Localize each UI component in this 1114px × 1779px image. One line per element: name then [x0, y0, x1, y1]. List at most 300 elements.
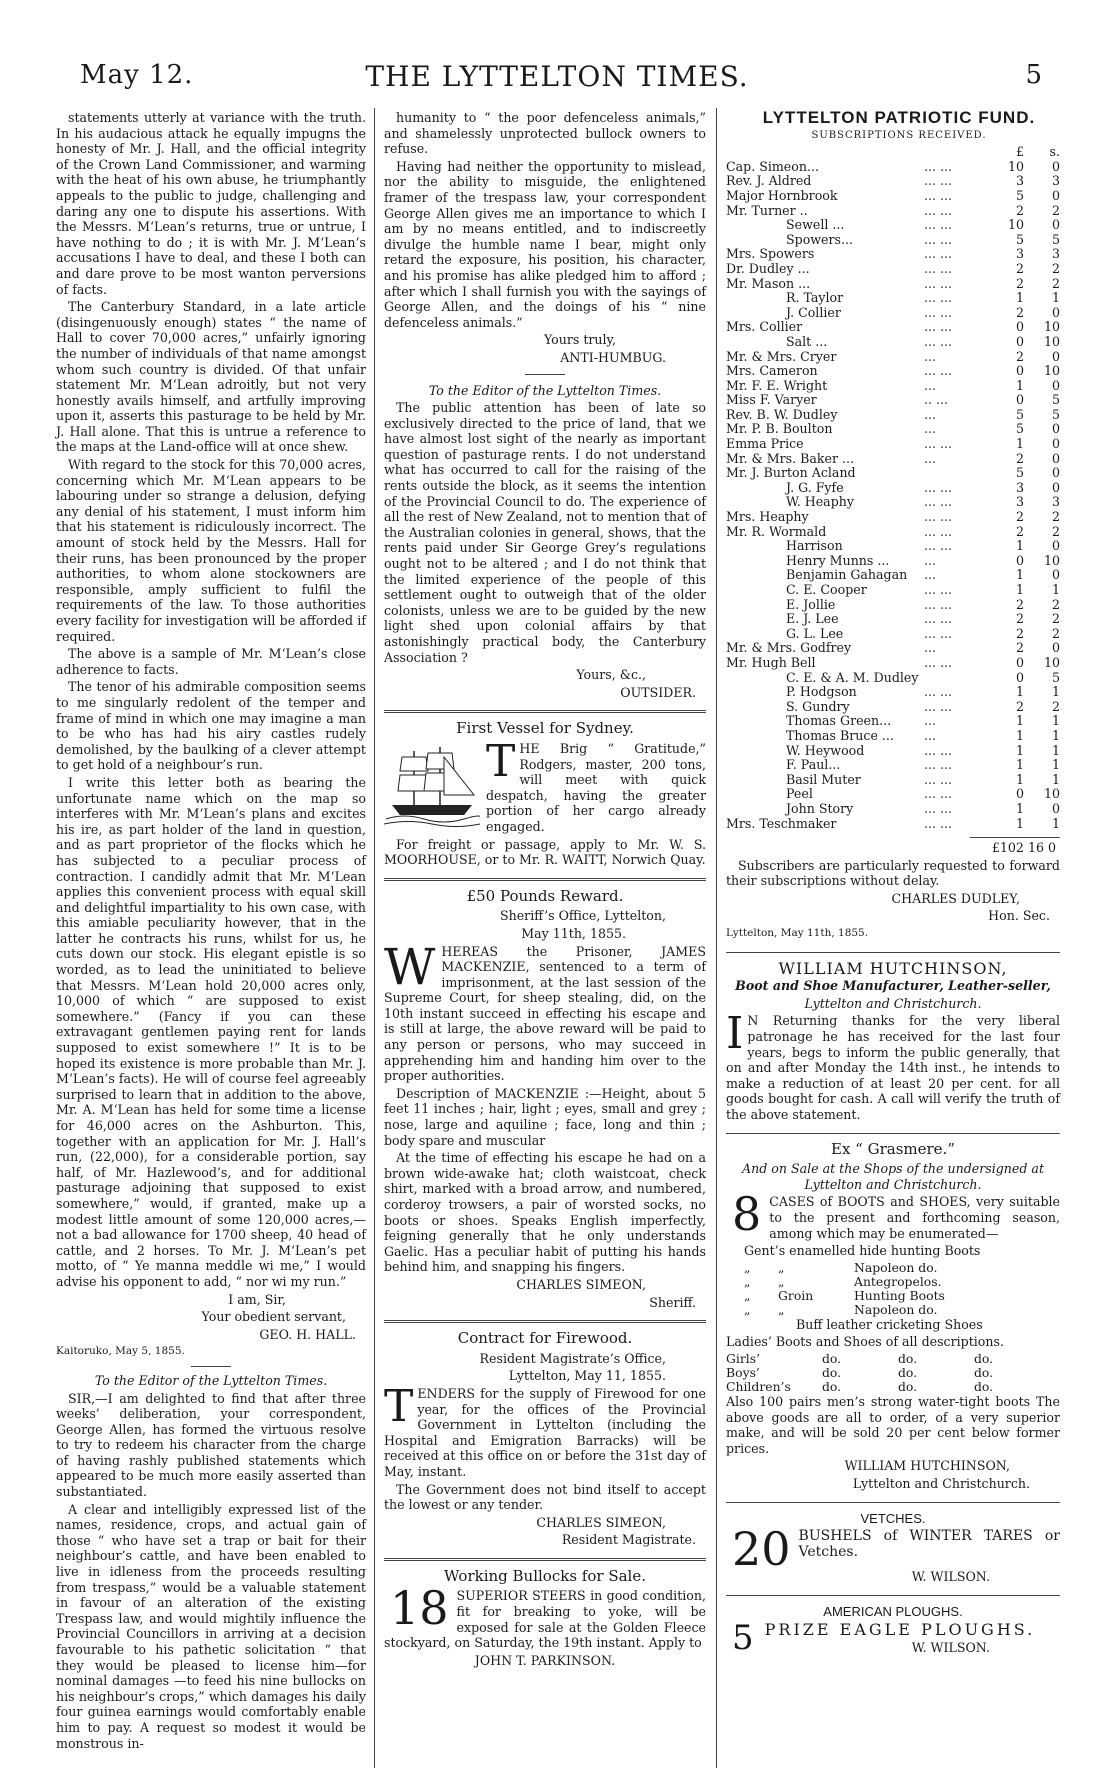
- amount-shillings: 10: [1043, 786, 1060, 802]
- leader-dots: ... ...: [924, 596, 953, 612]
- subscriber-name: J. G. Fyfe: [786, 479, 844, 495]
- table-row: [726, 612, 1060, 627]
- amount-shillings: 0: [1051, 377, 1060, 393]
- leader-dots: ... ...: [924, 479, 953, 495]
- subscriber-name: C. E. Cooper: [786, 582, 867, 597]
- amount-pounds: 1: [1015, 815, 1024, 831]
- letter-heading: To the Editor of the Lyttelton Times.: [428, 382, 662, 398]
- amount-shillings: 10: [1043, 333, 1060, 349]
- ad-heading: Ex “ Grasmere.”: [831, 1139, 955, 1158]
- amount-shillings: 3: [1051, 173, 1060, 189]
- ad-heading: VETCHES.: [860, 1510, 926, 1526]
- leader-dots: [924, 671, 994, 686]
- amount-pounds: 1: [1015, 742, 1024, 758]
- ad-signature: JOHN T. PARKINSON.: [474, 1652, 616, 1668]
- leader-dots: ...: [924, 421, 937, 437]
- leader-dots: ...: [924, 727, 937, 743]
- amount-shillings: 10: [1043, 552, 1060, 568]
- goods-cell: „: [744, 1301, 751, 1317]
- sailing-ship-icon: [384, 743, 480, 827]
- amount-shillings: 0: [1051, 479, 1060, 495]
- goods-row: [744, 1289, 951, 1303]
- subscriber-name: Emma Price: [726, 436, 804, 452]
- amount-pounds: 2: [1015, 640, 1024, 656]
- leader-dots: ... ...: [924, 654, 953, 670]
- ad-body: Also 100 pairs men’s strong water-tight boots The above goods are all to order, of a very superior make, and will be sold 20 per cent below former prices.: [726, 1393, 1060, 1456]
- goods-cell: do.: [898, 1378, 918, 1394]
- subscriber-name: Benjamin Gahagan: [786, 567, 908, 583]
- amount-shillings: 0: [1051, 450, 1060, 466]
- amount-pounds: 1: [1015, 436, 1024, 452]
- goods-cell: do.: [822, 1378, 842, 1394]
- subscriber-name: Major Hornbrook: [726, 187, 838, 203]
- leader-dots: ... ...: [924, 509, 953, 525]
- column-rule: [716, 108, 717, 1768]
- subscriber-name: R. Taylor: [786, 290, 844, 306]
- ad-heading: WILLIAM HUTCHINSON,: [778, 958, 1008, 978]
- table-row: [726, 554, 1060, 569]
- issue-date: May 12.: [80, 60, 194, 90]
- goods-cell: Boys’: [726, 1364, 760, 1380]
- amount-shillings: 2: [1051, 698, 1060, 714]
- goods-cell: do.: [974, 1378, 994, 1394]
- subscriber-name: Spowers...: [786, 231, 853, 247]
- amount-pounds: 1: [1015, 567, 1024, 583]
- fund-signature-title: Hon. Sec.: [988, 908, 1050, 924]
- goods-table: [744, 1261, 951, 1317]
- subscriber-name: Mr. R. Wormald: [726, 523, 827, 539]
- ad-signature-title: Resident Magistrate.: [561, 1532, 696, 1548]
- ad-signature: W. WILSON.: [911, 1639, 990, 1655]
- separator: [384, 1558, 706, 1561]
- table-row: [726, 568, 1060, 583]
- leader-dots: ... ...: [924, 611, 953, 627]
- table-row: [726, 452, 1060, 467]
- subscriber-name: E. J. Lee: [786, 611, 839, 627]
- drop-cap: I: [726, 1008, 744, 1060]
- subscriber-name: Mr. J. Burton Acland: [726, 465, 856, 481]
- ad-body: Description of MACKENZIE :—Height, about 5 feet 11 inches ; hair, light ; eyes, small and grey ; nose, large and aquiline ; face, long and thin ; body spare and muscular: [384, 1085, 706, 1148]
- column-2: [384, 110, 706, 1670]
- table-row: [726, 525, 1060, 540]
- table-row: [726, 291, 1060, 306]
- goods-table: [726, 1352, 999, 1394]
- separator: [726, 1133, 1060, 1134]
- table-row: [726, 174, 1060, 189]
- letter-paragraph: The above is a sample of Mr. M‘Lean’s close adherence to facts.: [56, 646, 366, 677]
- leader-dots: ... ...: [924, 319, 953, 335]
- amount-shillings: 10: [1043, 363, 1060, 379]
- leader-dots: ...: [924, 567, 937, 583]
- subscriber-name: F. Paul...: [786, 757, 841, 773]
- amount-pounds: 2: [1015, 625, 1024, 641]
- amount-pounds: 2: [1015, 348, 1024, 364]
- letter-paragraph: SIR,—I am delighted to find that after three weeks’ deliberation, your correspondent, George Allen, has formed the virtuous resolve to try to redeem his character from the charge of having rashly published statements which appeared to be much more easily asserted than substantiated.: [56, 1390, 366, 1500]
- subscriber-name: Mr. Hugh Bell: [726, 654, 816, 670]
- goods-cell: Girls’: [726, 1350, 761, 1366]
- leader-dots: ... ...: [924, 231, 953, 247]
- ad-number: 18: [390, 1581, 449, 1636]
- leader-dots: ... ...: [924, 625, 953, 641]
- ad-heading: £50 Pounds Reward.: [466, 886, 624, 905]
- amount-pounds: 1: [1015, 538, 1024, 554]
- ad-signature: WILLIAM HUTCHINSON,: [844, 1458, 1010, 1474]
- table-row: [726, 802, 1060, 817]
- table-row: [726, 598, 1060, 613]
- letter-paragraph: The tenor of his admirable composition seems to me singularly redolent of the temper and frame of mind in which one may imagine a man to be who has had his airy castles rudely demolished, by the baulking of a clever attempt to get hold of a neighbour’s run.: [56, 679, 366, 773]
- table-row: [726, 277, 1060, 292]
- goods-cell: do.: [974, 1364, 994, 1380]
- amount-pounds: 1: [1015, 684, 1024, 700]
- allen-reply-continued: [384, 110, 706, 330]
- amount-shillings: 1: [1051, 815, 1060, 831]
- leader-dots: ... ...: [924, 742, 953, 758]
- amount-pounds: 10: [1007, 217, 1024, 233]
- ad-body: HE Brig “ Gratitude,” Rodgers, master, 200 tons, will meet with quick despatch, having the greater portion of her cargo already engaged.: [486, 740, 706, 834]
- amount-pounds: 5: [1015, 187, 1024, 203]
- subscriber-name: Mrs. Collier: [726, 319, 803, 335]
- amount-shillings: 1: [1051, 727, 1060, 743]
- leader-dots: ...: [924, 450, 937, 466]
- amount-pounds: 0: [1015, 392, 1024, 408]
- goods-cell: „: [744, 1259, 751, 1275]
- goods-row: [744, 1303, 951, 1317]
- amount-shillings: 1: [1051, 742, 1060, 758]
- table-row: [726, 481, 1060, 496]
- fund-total: £102 16 0: [991, 840, 1056, 856]
- separator: [726, 1595, 1060, 1596]
- subscription-table: [726, 145, 1060, 831]
- amount-shillings: 2: [1051, 275, 1060, 291]
- amount-shillings: 0: [1051, 800, 1060, 816]
- amount-pounds: 0: [1015, 654, 1024, 670]
- table-row: [726, 422, 1060, 437]
- amount-shillings: 0: [1051, 304, 1060, 320]
- leader-dots: ... ...: [924, 246, 953, 262]
- goods-row: [726, 1366, 999, 1380]
- amount-shillings: 1: [1051, 684, 1060, 700]
- leader-dots: ... ...: [924, 494, 953, 510]
- fund-title: LYTTELTON PATRIOTIC FUND.: [762, 108, 1036, 127]
- drop-cap: W: [384, 937, 436, 996]
- ad-number: 5: [732, 1618, 757, 1659]
- column-header-shillings: s.: [1049, 144, 1060, 160]
- amount-pounds: 5: [1015, 421, 1024, 437]
- table-row: [726, 656, 1060, 671]
- ad-place: Lyttelton and Christchurch.: [804, 995, 982, 1011]
- goods-row: [744, 1261, 951, 1275]
- amount-shillings: 2: [1051, 509, 1060, 525]
- amount-shillings: 1: [1051, 771, 1060, 787]
- subscriber-name: S. Gundry: [786, 698, 850, 714]
- letter-paragraph: Having had neither the opportunity to mislead, nor the ability to misguide, the enlightened framer of the trespass law, your correspondent George Allen gives me an importance to which I am by no means entitled, and to indiscreetly divulge the humble name I bear, might only retard the exposure, his position, his character, and his promise has alike pledged him to afford ; after which I shall furnish you with the sayings of George Allen, and the doings of his “ nine defenceless animals.”: [384, 158, 706, 330]
- table-row: [726, 233, 1060, 248]
- amount-pounds: 0: [1015, 363, 1024, 379]
- subscriber-name: E. Jollie: [786, 596, 836, 612]
- amount-shillings: 0: [1051, 217, 1060, 233]
- subscriber-name: C. E. & A. M. Dudley: [786, 669, 919, 685]
- table-row: [726, 817, 1060, 832]
- amount-shillings: 2: [1051, 625, 1060, 641]
- ad-body: The Government does not bind itself to accept the lowest or any tender.: [384, 1481, 706, 1513]
- amount-pounds: 0: [1015, 319, 1024, 335]
- goods-cell: „: [744, 1273, 751, 1289]
- table-row: [726, 744, 1060, 759]
- letter-signature: ANTI-HUMBUG.: [560, 349, 666, 365]
- ad-body: SUPERIOR STEERS in good condition, fit for breaking to yoke, will be exposed for sale at the Golden Fleece stockyard, on Saturday, the 19th instant. Apply to: [384, 1588, 706, 1651]
- subscriber-name: Cap. Simeon...: [726, 158, 819, 174]
- leader-dots: ... ...: [924, 363, 953, 379]
- total-rule: [970, 837, 1060, 838]
- letter-signature: OUTSIDER.: [620, 684, 696, 700]
- letter-heading: To the Editor of the Lyttelton Times.: [94, 1372, 328, 1388]
- table-row: [726, 671, 1060, 686]
- amount-pounds: 5: [1015, 465, 1024, 481]
- column-rule: [374, 108, 375, 1768]
- table-row: [726, 641, 1060, 656]
- table-row: [726, 189, 1060, 204]
- separator: [384, 878, 706, 881]
- amount-pounds: 2: [1015, 611, 1024, 627]
- ad-date: Lyttelton, May 11, 1855.: [508, 1368, 666, 1384]
- amount-pounds: 1: [1015, 290, 1024, 306]
- amount-pounds: 3: [1015, 494, 1024, 510]
- ad-number: 20: [732, 1522, 791, 1577]
- table-row: [726, 262, 1060, 277]
- table-row: [726, 495, 1060, 510]
- separator: [726, 1502, 1060, 1503]
- leader-dots: ... ...: [924, 800, 953, 816]
- goods-row: [726, 1352, 999, 1366]
- subscriber-name: Rev. J. Aldred: [726, 173, 812, 189]
- goods-cell: Napoleon do.: [854, 1259, 938, 1275]
- table-row: [726, 510, 1060, 525]
- subscriber-name: Mrs. Cameron: [726, 363, 818, 379]
- amount-shillings: 1: [1051, 290, 1060, 306]
- amount-pounds: 3: [1015, 246, 1024, 262]
- column-header-pounds: £: [1015, 144, 1024, 160]
- goods-cell: „: [778, 1273, 785, 1289]
- table-row: [726, 583, 1060, 598]
- amount-shillings: 5: [1051, 392, 1060, 408]
- newspaper-title: THE LYTTELTON TIMES.: [365, 60, 749, 93]
- ad-heading: First Vessel for Sydney.: [456, 719, 634, 738]
- ad-body: BUSHELS of WINTER TARES or Vetches.: [798, 1528, 1060, 1560]
- hall-letter: [56, 110, 366, 1290]
- subscriber-name: Mr. & Mrs. Baker ...: [726, 450, 855, 466]
- subscriber-name: J. Collier: [786, 304, 841, 320]
- column-1: [56, 110, 366, 1753]
- letter-paragraph: I write this letter both as bearing the unfortunate name which on the map so interferes with Mr. M‘Lean’s plans and excites his ire, as part holder of the land in question, and as part proprietor of the flocks which he has subjected to a peculiar process of contraction. I candidly admit that Mr. M‘Lean applies this convenient process with equal skill and delightful impartiality to his own case, with this amiable peculiarity however, that in the latter he contracts his runs, whilst for us, he cuts down our stock. His elegant epistle is so worded, as to lead the uninitiated to believe that Messrs. M‘Lean hold 20,000 acres only, 10,000 of which “ are supposed to exist somewhere.” (Fancy if you can these extravagant gentlemen paying rent for lands supposed to exist somewhere !” It is to be hoped its existence is more probable than Mr. J. M‘Lean’s facts). He will of course feel agreeably surprised to learn that in addition to the above, Mr. A. M‘Lean has held for some time a license for 46,000 acres on the Ashburton. This, together with an application for Mr. J. Hall’s run, (22,000), for a considerable portion, say half, of Mr. Hazlewood’s, and for additional pasturage adjoining that supposed to exist somewhere,” would, if granted, make up a modest little amount of some 120,000 acres,—not a bad allowance for 1700 sheep, 40 head of cattle, and 2 horses. To Mr. J. M‘Lean’s pet motto, of “ Ye manna meddle wi me,” I would advise his opponent to add, “ nor wi my run.”: [56, 774, 366, 1289]
- table-row: [726, 466, 1060, 481]
- ad-signature: CHARLES SIMEON,: [516, 1276, 646, 1292]
- amount-pounds: 3: [1015, 479, 1024, 495]
- subscriber-name: Mrs. Teschmaker: [726, 815, 837, 831]
- amount-pounds: 5: [1015, 231, 1024, 247]
- ad-signature-title: Lyttelton and Christchurch.: [852, 1475, 1030, 1491]
- leader-dots: ...: [924, 348, 937, 364]
- subscriber-name: Thomas Bruce ...: [786, 727, 894, 743]
- leader-dots: ... ...: [924, 771, 953, 787]
- table-row: [726, 408, 1060, 423]
- leader-dots: ... ...: [924, 290, 953, 306]
- leader-dots: ... ...: [924, 538, 953, 554]
- table-row: [726, 758, 1060, 773]
- separator: [384, 1320, 706, 1323]
- separator: [384, 710, 706, 713]
- amount-shillings: 5: [1051, 406, 1060, 422]
- leader-dots: ...: [924, 377, 937, 393]
- amount-pounds: 0: [1015, 333, 1024, 349]
- leader-dots: ... ...: [924, 275, 953, 291]
- amount-shillings: 10: [1043, 319, 1060, 335]
- letter-closing: Yours truly,: [543, 332, 616, 348]
- amount-shillings: 0: [1051, 640, 1060, 656]
- amount-pounds: 1: [1015, 582, 1024, 597]
- subscriber-name: Miss F. Varyer: [726, 392, 817, 408]
- leader-dots: .. ...: [924, 392, 949, 408]
- allen-reply-letter: [56, 1391, 366, 1752]
- ad-body: N Returning thanks for the very liberal patronage he has received for the last four years, begs to inform the public generally, that on and after Monday the 14th inst., he intends to make a reduction of at least 20 per cent. for all goods bought for cash. A call will verify the truth of the above statement.: [726, 1013, 1060, 1122]
- leader-dots: ... ...: [924, 436, 953, 452]
- letter-body: The public attention has been of late so exclusively directed to the price of land, that we have almost lost sight of the nearly as important question of pasturage rents. I do not understand what has occurred to call for the raising of the rents outside the block, as it seems the intention of the Provincial Council to do. The experience of all the rest of New Zealand, not to mention that of the Australian colonies in general, shows, that the rents paid under Sir George Grey’s regulations ought not to be altered ; and I do not think that the limited experience of the people of this settlement ought to outweigh that of the older colonists, unless we are to be guided by the new light shed upon colonial affairs by that astonishingly practical body, the Canterbury Association ?: [384, 400, 706, 665]
- subscriber-name: Mr. & Mrs. Cryer: [726, 348, 837, 364]
- amount-pounds: 2: [1015, 450, 1024, 466]
- amount-pounds: 2: [1015, 260, 1024, 276]
- amount-shillings: 10: [1043, 654, 1060, 670]
- amount-shillings: 1: [1051, 757, 1060, 773]
- letter-paragraph: The Canterbury Standard, in a late article (disingenuously enough) states “ the name of Hall to cover 70,000 acres,” unfairly ignoring the number of individuals of that name amongst whom such country is divided. Of that unfair statement Mr. M‘Lean adroitly, but not very honestly avails himself, and artfully improving upon it, asserts this pasturage to be held by Mr. J. Hall alone. That this is untrue a reference to the maps at the Land-office will at once shew.: [56, 299, 366, 455]
- amount-pounds: 1: [1015, 377, 1024, 393]
- ad-signature-title: Sheriff.: [649, 1294, 696, 1310]
- leader-dots: ... ...: [924, 260, 953, 276]
- vessel-ad: [384, 735, 706, 868]
- amount-pounds: 1: [1015, 727, 1024, 743]
- leader-dots: ... ...: [924, 173, 953, 189]
- amount-pounds: 2: [1015, 275, 1024, 291]
- drop-cap: T: [486, 735, 516, 787]
- amount-shillings: 5: [1051, 669, 1060, 685]
- table-row: [726, 773, 1060, 788]
- ad-office: Resident Magistrate’s Office,: [479, 1350, 666, 1366]
- table-row: [726, 700, 1060, 715]
- amount-pounds: 2: [1015, 202, 1024, 218]
- subscriber-name: Mr. Turner ..: [726, 202, 808, 218]
- amount-shillings: 0: [1051, 348, 1060, 364]
- table-row: [726, 729, 1060, 744]
- amount-shillings: 2: [1051, 596, 1060, 612]
- amount-pounds: 2: [1015, 523, 1024, 539]
- amount-shillings: 1: [1051, 582, 1060, 597]
- goods-cell: „: [778, 1301, 785, 1317]
- amount-pounds: 1: [1015, 757, 1024, 773]
- goods-cell: „: [778, 1259, 785, 1275]
- letter-paragraph: With regard to the stock for this 70,000 acres, concerning which Mr. M‘Lean appears to be labouring under so strange a delusion, defying any denial of his statement, I must inform him that his statement is ridiculously incorrect. The amount of stock held by the Messrs. Hall for their runs, has been pronounced by the proper authorities, to whom alone stockowners are responsible, amply sufficient to fulfil the requirements of the law. To those authorities every facility for investigation will be afforded if required.: [56, 457, 366, 644]
- table-row: [726, 350, 1060, 365]
- drop-cap: T: [384, 1380, 414, 1432]
- goods-cell: do.: [974, 1350, 994, 1366]
- page-header: [0, 0, 1114, 110]
- ad-body: HEREAS the Prisoner, JAMES MACKENZIE, sentenced to a term of imprisonment, at the last session of the Supreme Court, for sheep stealing, did, on the 10th instant succeed in effecting his escape and is still at large, the above reward will be paid to any person or persons, who may succeed in apprehending him and handing him over to the proper authorities.: [384, 943, 706, 1084]
- leader-dots: ...: [924, 713, 937, 729]
- ad-trade: Boot and Shoe Manufacturer, Leather-seller,: [735, 978, 1051, 994]
- leader-dots: [924, 466, 994, 481]
- amount-pounds: 0: [1015, 552, 1024, 568]
- subscriber-name: W. Heaphy: [786, 494, 854, 510]
- goods-cell: do.: [822, 1350, 842, 1366]
- goods-cell: „: [744, 1287, 751, 1303]
- ad-heading: AMERICAN PLOUGHS.: [823, 1603, 963, 1619]
- amount-shillings: 3: [1051, 494, 1060, 510]
- subscriber-name: Thomas Green...: [786, 713, 892, 729]
- table-row: [726, 714, 1060, 729]
- goods-cell: do.: [822, 1364, 842, 1380]
- letter-salutation: I am, Sir,: [228, 1291, 286, 1307]
- goods-cell: Groin: [778, 1287, 814, 1303]
- subscriber-name: Mr. & Mrs. Godfrey: [726, 640, 852, 656]
- amount-shillings: 0: [1051, 436, 1060, 452]
- amount-shillings: 2: [1051, 260, 1060, 276]
- leader-dots: ... ...: [924, 187, 953, 203]
- ad-heading: Working Bullocks for Sale.: [444, 1566, 646, 1585]
- amount-pounds: 3: [1015, 173, 1024, 189]
- leader-dots: ...: [924, 552, 937, 568]
- leader-dots: ... ...: [924, 202, 953, 218]
- leader-dots: ... ...: [924, 698, 953, 714]
- separator: [191, 1366, 231, 1367]
- ad-body: PRIZE EAGLE PLOUGHS.: [764, 1620, 1036, 1640]
- leader-dots: ... ...: [924, 333, 953, 349]
- leader-dots: ... ...: [924, 217, 953, 233]
- fund-subheading: SUBSCRIPTIONS RECEIVED.: [811, 129, 987, 141]
- subscriber-name: Basil Muter: [786, 771, 861, 787]
- amount-shillings: 3: [1051, 246, 1060, 262]
- subscriber-name: Mr. F. E. Wright: [726, 377, 828, 393]
- column-3: [726, 110, 1060, 1657]
- ad-signature: CHARLES SIMEON,: [536, 1514, 666, 1530]
- amount-shillings: 0: [1051, 538, 1060, 554]
- amount-shillings: 0: [1051, 158, 1060, 174]
- page-number: 5: [1025, 60, 1042, 90]
- leader-dots: ... ...: [924, 523, 953, 539]
- subscriber-name: Peel: [786, 786, 813, 802]
- goods-cell: Hunting Boots: [854, 1287, 945, 1303]
- amount-pounds: 2: [1015, 509, 1024, 525]
- table-row: [726, 364, 1060, 379]
- subscriber-name: Mr. P. B. Boulton: [726, 421, 833, 437]
- goods-row: [726, 1380, 999, 1394]
- amount-pounds: 1: [1015, 713, 1024, 729]
- fund-signature: CHARLES DUDLEY,: [891, 890, 1020, 906]
- leader-dots: ...: [924, 406, 937, 422]
- subscriber-name: Salt ...: [786, 333, 828, 349]
- separator: [726, 952, 1060, 953]
- amount-shillings: 0: [1051, 421, 1060, 437]
- ad-number: 8: [732, 1187, 762, 1242]
- goods-cell: do.: [898, 1364, 918, 1380]
- subscriber-name: Rev. B. W. Dudley: [726, 406, 838, 422]
- subscriber-name: Harrison: [786, 538, 843, 554]
- table-row: [726, 320, 1060, 335]
- fund-note: Subscribers are particularly requested to forward their subscriptions without delay.: [726, 857, 1060, 889]
- fund-dateline: Lyttelton, May 11th, 1855.: [726, 927, 869, 940]
- goods-line: Ladies’ Boots and Shoes of all descriptions.: [726, 1334, 1004, 1350]
- ad-body: At the time of effecting his escape he had on a brown wide-awake hat; cloth waistcoat, check shirt, marked with a broad arrow, and numbered, corderoy trowsers, a pair of worsted socks, no boots or shoes. Speaks English imperfectly, feigning generally that he only understands Gaelic. Has a peculiar habit of putting his hands behind him, and snapping his fingers.: [384, 1150, 706, 1275]
- amount-shillings: 2: [1051, 202, 1060, 218]
- ad-signature: W. WILSON.: [911, 1569, 990, 1585]
- subscriber-name: Mrs. Heaphy: [726, 509, 809, 525]
- table-row: [726, 393, 1060, 408]
